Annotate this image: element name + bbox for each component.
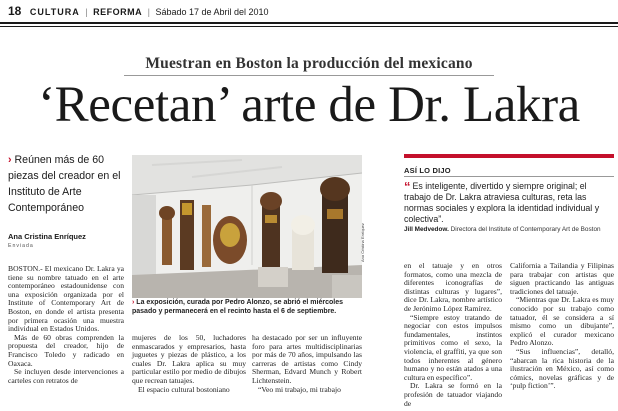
summary <box>8 152 124 216</box>
paragraph: “Sus influencias”, detalló, “abarcan la rica historia de la ilustración en México, así como cómics, novelas gráficas y de ‘pulp fiction’”. <box>510 346 614 391</box>
body-column-3 <box>252 334 362 394</box>
page-number: 18 <box>8 4 22 18</box>
paragraph: mujeres de los 50, luchadores enmascarados y empresarios, hasta juguetes y piezas de plástico, a los cuales Dr. Lakra aplica su muy particular estilo por medio de dibujos que recrean tatuajes. <box>132 333 246 385</box>
masthead-rule-thin <box>0 26 618 27</box>
quote-mark-icon: “ <box>404 179 411 194</box>
exhibition-photo <box>132 155 362 298</box>
body-column-5 <box>510 262 614 391</box>
masthead-rule <box>0 22 618 24</box>
author-name: Ana Cristina Enríquez <box>8 232 86 241</box>
paragraph: ha destacado por ser un influyente foro para artes multidisciplinarias por más de 70 años, impulsando las carreras de artistas como Cindy Sherman, Edvard Munch y Robert Lichtenstein. <box>252 333 362 385</box>
paragraph: Más de 60 obras comprenden la propuesta del creador, hijo de Francisco Toledo y radicado en Oaxaca. <box>8 332 124 368</box>
bullet-arrow-icon: › <box>8 154 12 166</box>
body-column-4 <box>404 262 502 408</box>
quote-attribution <box>404 226 614 234</box>
photo-caption <box>132 299 364 316</box>
paragraph: El espacio cultural bostoniano <box>138 384 230 394</box>
body-column-2 <box>132 334 246 394</box>
paragraph: California a Tailandia y Filipinas para trabajar con artistas que siguen practicando las antiguas tradiciones del tatuaje. <box>510 261 614 296</box>
caption-arrow-icon: › <box>132 299 135 306</box>
paragraph: Dr. Lakra se formó en la profesión de tatuador viajando de <box>404 381 502 408</box>
gallery-photo-illustration <box>132 155 362 298</box>
quote-person-title: Directora del Institute of Contemporary Art de Boston <box>450 226 601 233</box>
sidebar-quote <box>404 181 612 225</box>
paragraph: “Siempre estoy tratando de negociar con estos impulsos fundamentales, instintos primitivos como el sexo, la violencia, el graffiti, ya que son todos inherentes al género humano y no están atados a una cultura en específico”. <box>404 312 502 382</box>
quote-person: Jill Medvedow. <box>404 226 449 233</box>
body-column-1 <box>8 265 124 385</box>
sidebar-label: ASÍ LO DIJO <box>404 166 451 175</box>
photo-credit: Ana Cristina Enríquez <box>360 223 365 262</box>
separator: | <box>147 7 150 17</box>
paragraph: “Veo mi trabajo, mi trabajo <box>258 384 341 394</box>
paragraph: BOSTON.- El mexicano Dr. Lakra ya tiene su nombre tatuado en el arte contemporáneo estadounidense con una exposición organizada por el Institute of Contemporary Art de Boston, en donde el artista presenta por primera ocasión una muestra individual en Estados Unidos. <box>8 264 124 334</box>
issue-date: Sábado 17 de Abril del 2010 <box>155 7 269 17</box>
sidebar-accent-bar <box>404 154 614 158</box>
quote-text: Es inteligente, divertido y siempre original; el trabajo de Dr. Lakra atraviesa culturas, reta las normas sociales y explora la identidad individual y colectiva”. <box>404 181 600 224</box>
kicker: Muestran en Boston la producción del mexicano <box>145 55 473 72</box>
masthead <box>8 4 610 18</box>
section-name: CULTURA <box>29 7 80 17</box>
author-role: Enviada <box>8 243 34 249</box>
sidebar-rule <box>404 176 614 177</box>
caption-text: La exposición, curada por Pedro Alonzo, se abrió el miércoles pasado y permanecerá en el recinto hasta el 6 de septiembre. <box>132 299 343 315</box>
publication-name: REFORMA <box>93 7 143 17</box>
separator: | <box>85 7 88 17</box>
paragraph: en el tatuaje y en otros formatos, como una mezcla de diferentes iconografías de distintas culturas y lugares”, dice Dr. Lakra, nombre artístico de Jerónimo López Ramírez. <box>404 261 502 313</box>
paragraph: “Mientras que Dr. Lakra es muy conocido por su trabajo como tatuador, él se considera a sí mismo como un dibujante”, explicó el curador mexicano Pedro Alonzo. <box>510 295 614 348</box>
paragraph: Se incluyen desde intervenciones a carteles con retratos de <box>8 367 124 385</box>
headline: ‘Recetan’ arte de Dr. Lakra <box>38 77 580 133</box>
summary-text: Reúnen más de 60 piezas del creador en el Instituto de Arte Contemporáneo <box>8 154 121 214</box>
